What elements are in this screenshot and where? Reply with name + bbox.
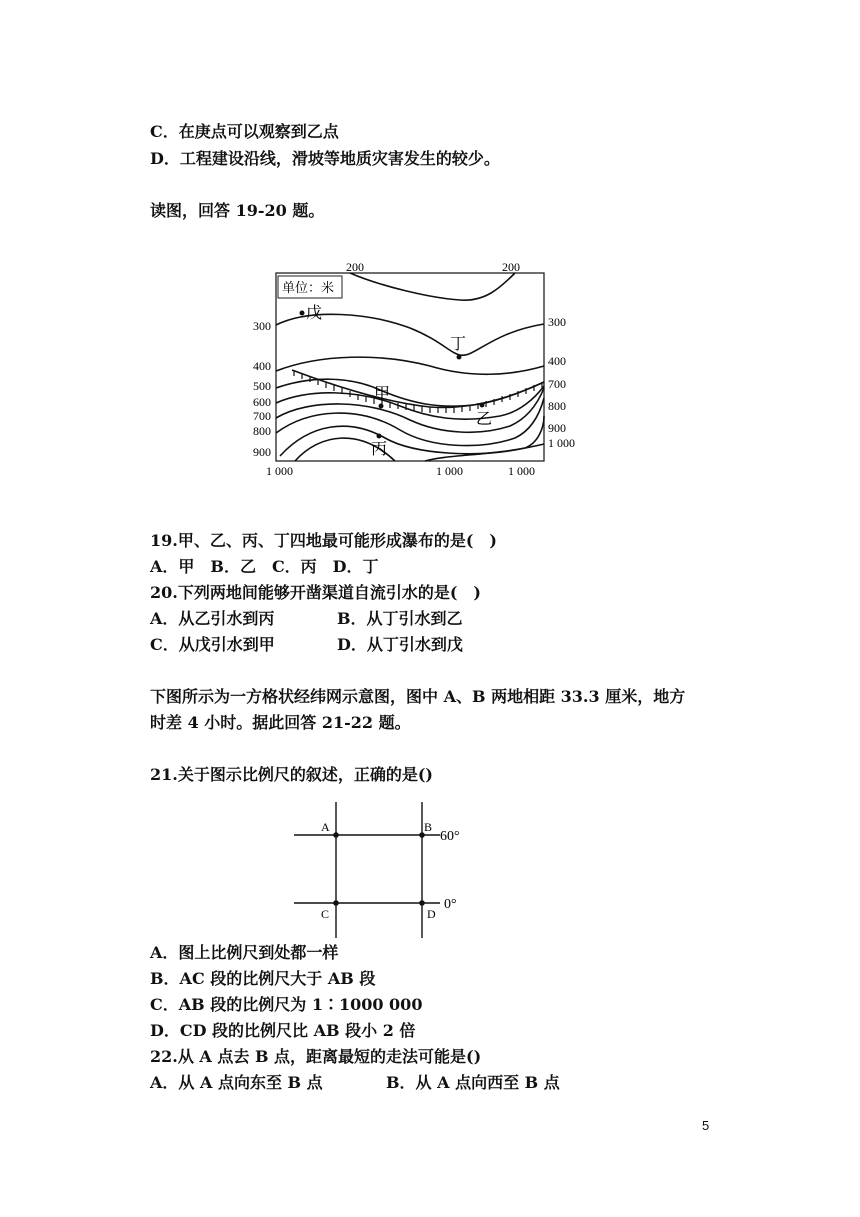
cliff-line xyxy=(292,370,544,413)
contour-600 xyxy=(276,386,544,419)
point-ding-marker xyxy=(457,355,462,360)
question-20-option-a: A．从乙引水到丙 xyxy=(150,609,275,628)
question-20-option-c: C．从戊引水到甲 xyxy=(150,635,275,654)
left-label-700: 700 xyxy=(253,409,271,423)
question-21-option-a: A．图上比例尺到处都一样 xyxy=(150,943,339,962)
left-label-300: 300 xyxy=(253,319,271,333)
right-label-400: 400 xyxy=(548,354,566,368)
point-jia-label: 甲 xyxy=(374,386,391,403)
top-label-2: 200 xyxy=(502,260,520,274)
point-c-marker xyxy=(333,900,339,906)
question-19: 19.甲、乙、丙、丁四地最可能形成瀑布的是( ) xyxy=(150,531,497,550)
top-label-1: 200 xyxy=(346,260,364,274)
left-label-400: 400 xyxy=(253,359,271,373)
left-label-600: 600 xyxy=(253,395,271,409)
bottom-label-3: 1 000 xyxy=(508,464,535,478)
question-22-option-b: B．从 A 点向西至 B 点 xyxy=(386,1073,560,1092)
left-label-900: 900 xyxy=(253,445,271,459)
page-number: 5 xyxy=(702,1118,710,1133)
question-20: 20.下列两地间能够开凿渠道自流引水的是( ) xyxy=(150,583,481,602)
contour-400 xyxy=(276,357,544,374)
question-22-option-a: A．从 A 点向东至 B 点 xyxy=(150,1073,323,1092)
question-20-option-d: D．从丁引水到戊 xyxy=(337,635,463,654)
left-label-500: 500 xyxy=(253,379,271,393)
point-bing-label: 丙 xyxy=(371,441,388,458)
point-b-label: B xyxy=(424,820,433,834)
graticule-map xyxy=(290,800,470,940)
point-yi-marker xyxy=(480,403,485,408)
point-wu-label: 戊 xyxy=(306,305,323,322)
question-21-option-c: C．AB 段的比例尺为 1∶1000 000 xyxy=(150,995,423,1014)
question-19-options: A．甲 B．乙 C．丙 D．丁 xyxy=(150,557,379,576)
question-21-option-d: D．CD 段的比例尺比 AB 段小 2 倍 xyxy=(150,1021,416,1040)
point-bing-marker xyxy=(377,434,382,439)
lat-label-0: 0° xyxy=(444,897,457,912)
option-d-previous: D．工程建设沿线，滑坡等地质灾害发生的较少。 xyxy=(150,149,500,168)
right-label-300: 300 xyxy=(548,315,566,329)
point-d-marker xyxy=(419,900,425,906)
point-a-marker xyxy=(333,832,339,838)
point-jia-marker xyxy=(379,404,384,409)
point-wu-marker xyxy=(300,311,305,316)
contour-lines xyxy=(276,273,544,461)
right-label-900: 900 xyxy=(548,421,566,435)
bottom-label-2: 1 000 xyxy=(436,464,463,478)
point-d-label: D xyxy=(427,907,436,921)
lat-label-60: 60° xyxy=(440,829,460,844)
unit-label: 单位：米 xyxy=(282,280,335,295)
question-21: 21.关于图示比例尺的叙述，正确的是() xyxy=(150,765,433,784)
point-c-label: C xyxy=(321,907,330,921)
right-label-1000: 1 000 xyxy=(548,436,575,450)
instruction-19-20: 读图，回答 19-20 题。 xyxy=(150,201,325,220)
right-label-700: 700 xyxy=(548,377,566,391)
contour-200 xyxy=(350,273,515,300)
point-ding-label: 丁 xyxy=(450,336,467,353)
bottom-label-1: 1 000 xyxy=(266,464,293,478)
question-21-option-b: B．AC 段的比例尺大于 AB 段 xyxy=(150,969,376,988)
option-c-previous: C．在庚点可以观察到乙点 xyxy=(150,122,339,141)
question-20-option-b: B．从丁引水到乙 xyxy=(337,609,463,628)
right-label-800: 800 xyxy=(548,399,566,413)
point-yi-label: 乙 xyxy=(476,411,493,428)
intro-21-22-line-1: 下图所示为一方格状经纬网示意图，图中 A、B 两地相距 33.3 厘米，地方 xyxy=(150,687,686,706)
contour-map xyxy=(250,258,575,480)
point-a-label: A xyxy=(321,820,330,834)
intro-21-22-line-2: 时差 4 小时。据此回答 21-22 题。 xyxy=(150,713,411,732)
question-22: 22.从 A 点去 B 点，距离最短的走法可能是() xyxy=(150,1047,482,1066)
left-label-800: 800 xyxy=(253,424,271,438)
